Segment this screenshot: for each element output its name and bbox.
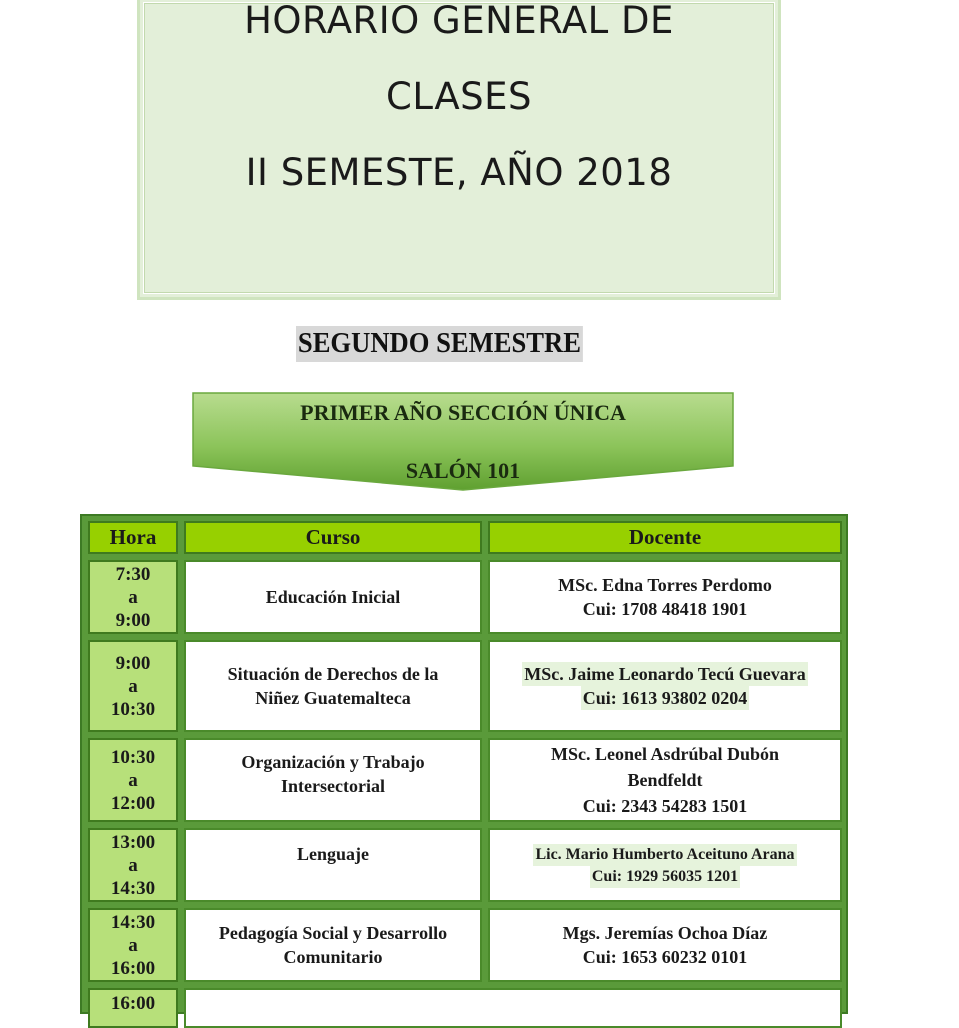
table-row-5-curso: [184, 908, 482, 982]
header-docente: Docente: [488, 521, 842, 554]
docente-name: MSc. Jaime Leonardo Tecú Guevara: [524, 664, 806, 684]
docente-cui: Cui: 1613 93802 0204: [582, 688, 748, 708]
schedule-table: [80, 514, 848, 1014]
table-row-3-curso: [184, 738, 482, 822]
table-row-4-curso: [184, 828, 482, 902]
hora-sep: a: [128, 934, 138, 956]
hora-sep: a: [128, 675, 138, 697]
docente-cui: Cui: 1653 60232 0101: [582, 947, 748, 967]
curso-line: Situación de Derechos de la: [227, 664, 439, 684]
table-row-1-docente: [488, 560, 842, 634]
hora-to: 14:30: [110, 877, 156, 899]
docente-name-cont: Bendfeldt: [627, 770, 703, 790]
table-row-6-body: [184, 988, 842, 1028]
table-row-2-curso: [184, 640, 482, 732]
hora-from: 7:30: [115, 563, 151, 585]
hora-sep: a: [128, 586, 138, 608]
hora-from: 16:00: [110, 993, 156, 1014]
hora-from: 13:00: [110, 831, 156, 853]
docente-cui: Cui: 2343 54283 1501: [582, 796, 748, 816]
hora-from: 14:30: [110, 911, 156, 933]
header-hora: Hora: [88, 521, 178, 554]
hora-sep: a: [128, 854, 138, 876]
docente-cui: Cui: 1929 56035 1201: [590, 866, 740, 888]
docente-name: MSc. Leonel Asdrúbal Dubón: [550, 744, 780, 764]
hora-to: 12:00: [110, 792, 156, 814]
section-banner: [192, 392, 734, 492]
table-row-5-hora: [88, 908, 178, 982]
hora-from: 10:30: [110, 746, 156, 768]
table-row-3-hora: [88, 738, 178, 822]
curso-line: Lenguaje: [297, 844, 369, 864]
header-curso: Curso: [184, 521, 482, 554]
hora-to: 9:00: [115, 609, 151, 631]
docente-cui: Cui: 1708 48418 1901: [582, 599, 748, 619]
table-row-3-docente: [488, 738, 842, 822]
title-inner-border: [144, 3, 774, 293]
table-row-6-hora: [88, 988, 178, 1028]
hora-to: 10:30: [110, 698, 156, 720]
hora-sep: a: [128, 769, 138, 791]
table-row-1-hora: [88, 560, 178, 634]
curso-line: Organización y Trabajo: [241, 752, 425, 772]
table-row-5-docente: [488, 908, 842, 982]
title-box: [137, 0, 781, 300]
semester-label: SEGUNDO SEMESTRE: [296, 326, 583, 362]
docente-name: Mgs. Jeremías Ochoa Díaz: [562, 923, 768, 943]
banner-line-1: PRIMER AÑO SECCIÓN ÚNICA: [300, 400, 626, 425]
curso-line: Comunitario: [283, 947, 383, 967]
curso-line: Pedagogía Social y Desarrollo: [218, 923, 448, 943]
table-row-1-curso: [184, 560, 482, 634]
curso-line: Educación Inicial: [265, 587, 401, 607]
curso-line: Niñez Guatemalteca: [255, 688, 411, 708]
table-row-2-hora: [88, 640, 178, 732]
table-row-4-hora: [88, 828, 178, 902]
curso-line: Intersectorial: [281, 776, 385, 796]
title-line-1: HORARIO GENERAL DE: [244, 0, 674, 42]
hora-to: 16:00: [110, 957, 156, 979]
table-row-4-docente: [488, 828, 842, 902]
banner-line-2: SALÓN 101: [405, 458, 521, 483]
docente-name: Lic. Mario Humberto Aceituno Arana: [533, 844, 796, 866]
table-row-2-docente: [488, 640, 842, 732]
hora-from: 9:00: [115, 652, 151, 674]
docente-name: MSc. Edna Torres Perdomo: [558, 575, 772, 595]
title-line-3: II SEMESTE, AÑO 2018: [245, 151, 673, 194]
title-line-2: CLASES: [386, 75, 532, 118]
